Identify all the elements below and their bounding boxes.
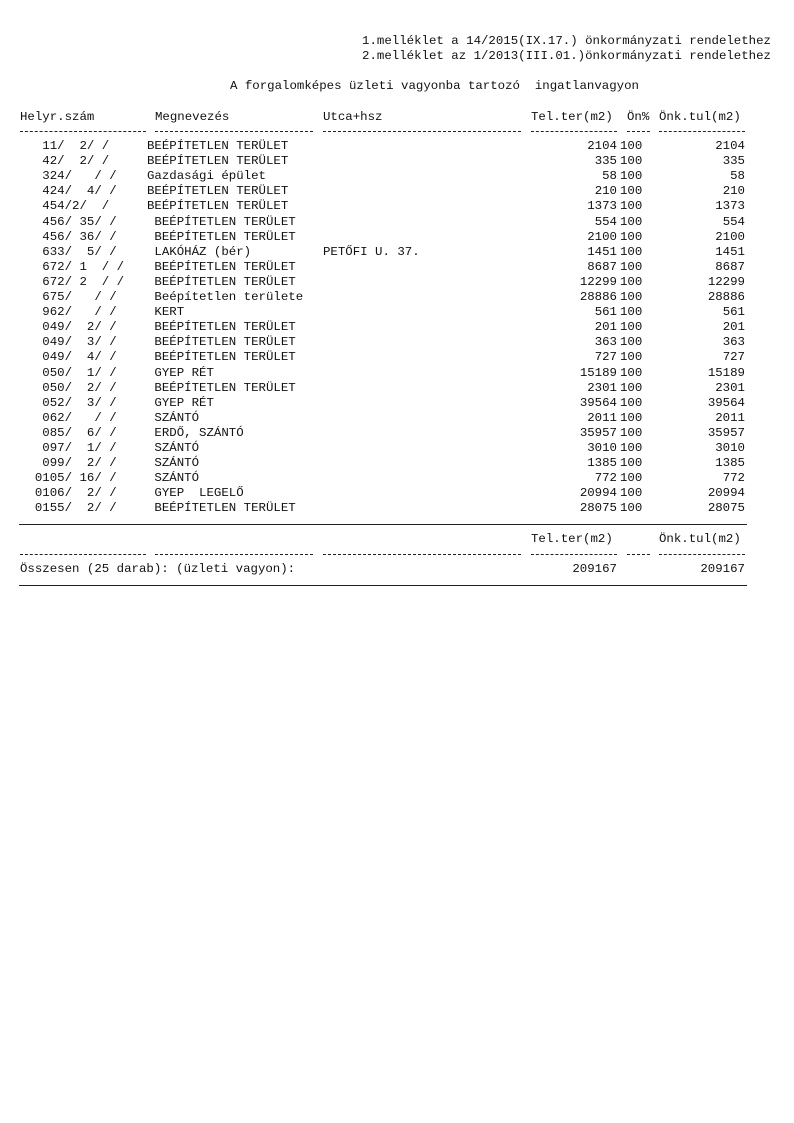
table-row bbox=[0, 290, 794, 305]
table-row bbox=[0, 230, 794, 245]
cell-hrsz: 42/ 2/ / bbox=[20, 154, 110, 169]
cell-hrsz: 672/ 2 / / bbox=[20, 274, 125, 289]
col-header-on: Ön% bbox=[627, 110, 650, 124]
table-row bbox=[0, 154, 794, 169]
dash-segment bbox=[323, 554, 521, 555]
cell-nev: BEÉPÍTETLEN TERÜLET bbox=[147, 259, 296, 274]
cell-tel: 2301 bbox=[587, 380, 617, 395]
table-row bbox=[0, 215, 794, 230]
cell-nev: KERT bbox=[147, 305, 185, 320]
table-row bbox=[0, 486, 794, 501]
cell-onk: 12299 bbox=[707, 274, 745, 289]
cell-on: 100 bbox=[620, 425, 643, 440]
cell-nev: BEÉPÍTETLEN TERÜLET bbox=[147, 274, 296, 289]
cell-nev: GYEP LEGELŐ bbox=[147, 486, 244, 501]
cell-hrsz: 099/ 2/ / bbox=[20, 456, 117, 471]
cell-onk: 1451 bbox=[715, 244, 745, 259]
cell-utca: PETŐFI U. 37. bbox=[323, 244, 420, 259]
cell-onk: 554 bbox=[722, 214, 745, 229]
table-row bbox=[0, 350, 794, 365]
cell-tel: 20994 bbox=[579, 486, 617, 501]
cell-nev: SZÁNTÓ bbox=[147, 456, 200, 471]
dash-segment bbox=[627, 554, 650, 555]
cell-on: 100 bbox=[620, 139, 643, 153]
cell-tel: 561 bbox=[594, 305, 617, 320]
table-row bbox=[0, 456, 794, 471]
cell-onk: 561 bbox=[722, 305, 745, 320]
cell-tel: 2100 bbox=[587, 229, 617, 244]
cell-onk: 20994 bbox=[707, 486, 745, 501]
table-row bbox=[0, 275, 794, 290]
table-row bbox=[0, 441, 794, 456]
cell-onk: 2301 bbox=[715, 380, 745, 395]
table-row bbox=[0, 260, 794, 275]
dash-segment bbox=[20, 554, 146, 555]
table-row bbox=[0, 396, 794, 411]
cell-tel: 727 bbox=[594, 350, 617, 365]
cell-nev: BEÉPÍTETLEN TERÜLET bbox=[147, 154, 289, 169]
cell-on: 100 bbox=[620, 380, 643, 395]
cell-on: 100 bbox=[620, 244, 643, 259]
cell-hrsz: 633/ 5/ / bbox=[20, 244, 117, 259]
cell-on: 100 bbox=[620, 274, 643, 289]
cell-hrsz: 424/ 4/ / bbox=[20, 184, 117, 199]
cell-on: 100 bbox=[620, 441, 643, 455]
cell-tel: 772 bbox=[594, 471, 617, 486]
cell-tel: 554 bbox=[594, 214, 617, 229]
cell-on: 100 bbox=[620, 501, 643, 516]
cell-nev: BEÉPÍTETLEN TERÜLET bbox=[147, 184, 289, 199]
table-row bbox=[0, 199, 794, 214]
cell-nev: BEÉPÍTETLEN TERÜLET bbox=[147, 501, 296, 516]
table-row bbox=[0, 426, 794, 441]
table-row bbox=[0, 366, 794, 381]
cell-nev: GYEP RÉT bbox=[147, 365, 214, 380]
table-row bbox=[0, 320, 794, 335]
cell-onk: 2100 bbox=[715, 229, 745, 244]
cell-onk: 8687 bbox=[715, 259, 745, 274]
cell-on: 100 bbox=[620, 259, 643, 274]
cell-hrsz: 049/ 4/ / bbox=[20, 350, 117, 365]
col-header-utca: Utca+hsz bbox=[323, 110, 383, 124]
cell-hrsz: 456/ 36/ / bbox=[20, 229, 117, 244]
cell-hrsz: 0105/ 16/ / bbox=[20, 471, 117, 486]
dash-segment bbox=[531, 131, 617, 132]
cell-tel: 363 bbox=[594, 335, 617, 350]
cell-nev: LAKÓHÁZ (bér) bbox=[147, 244, 252, 259]
cell-hrsz: 0155/ 2/ / bbox=[20, 501, 117, 516]
col-header-nev: Megnevezés bbox=[155, 110, 230, 124]
cell-onk: 58 bbox=[730, 169, 745, 184]
cell-hrsz: 672/ 1 / / bbox=[20, 259, 125, 274]
dash-segment bbox=[627, 131, 650, 132]
table-row bbox=[0, 139, 794, 154]
cell-on: 100 bbox=[620, 199, 643, 214]
table-row bbox=[0, 381, 794, 396]
cell-hrsz: 050/ 2/ / bbox=[20, 380, 117, 395]
cell-nev: SZÁNTÓ bbox=[147, 471, 200, 486]
cell-hrsz: 454/2/ / bbox=[20, 199, 110, 214]
dash-segment bbox=[323, 131, 521, 132]
cell-on: 100 bbox=[620, 410, 643, 425]
summary-header-tel: Tel.ter(m2) bbox=[531, 532, 613, 546]
cell-hrsz: 085/ 6/ / bbox=[20, 425, 117, 440]
cell-nev: Gazdasági épület bbox=[147, 169, 266, 184]
cell-onk: 35957 bbox=[707, 425, 745, 440]
cell-on: 100 bbox=[620, 169, 643, 184]
cell-on: 100 bbox=[620, 471, 643, 486]
cell-hrsz: 097/ 1/ / bbox=[20, 441, 117, 455]
cell-onk: 1373 bbox=[715, 199, 745, 214]
table-row bbox=[0, 184, 794, 199]
summary-tel-total: 209167 bbox=[572, 562, 617, 576]
cell-on: 100 bbox=[620, 290, 643, 304]
cell-hrsz: 324/ / / bbox=[20, 169, 117, 184]
cell-on: 100 bbox=[620, 335, 643, 350]
cell-onk: 2011 bbox=[715, 410, 745, 425]
cell-tel: 28075 bbox=[579, 501, 617, 516]
cell-tel: 15189 bbox=[579, 365, 617, 380]
cell-hrsz: 962/ / / bbox=[20, 305, 117, 320]
cell-onk: 28886 bbox=[707, 290, 745, 304]
cell-tel: 2104 bbox=[587, 139, 617, 153]
cell-hrsz: 049/ 3/ / bbox=[20, 335, 117, 350]
cell-hrsz: 0106/ 2/ / bbox=[20, 486, 117, 501]
col-header-onk: Önk.tul(m2) bbox=[659, 110, 741, 124]
cell-nev: BEÉPÍTETLEN TERÜLET bbox=[147, 320, 296, 335]
cell-tel: 58 bbox=[602, 169, 617, 184]
cell-tel: 1373 bbox=[587, 199, 617, 214]
cell-hrsz: 675/ / / bbox=[20, 290, 117, 304]
cell-tel: 12299 bbox=[579, 274, 617, 289]
dash-segment bbox=[20, 131, 146, 132]
cell-tel: 3010 bbox=[587, 441, 617, 455]
cell-on: 100 bbox=[620, 154, 643, 169]
dash-segment bbox=[659, 131, 745, 132]
cell-tel: 28886 bbox=[579, 290, 617, 304]
cell-onk: 335 bbox=[722, 154, 745, 169]
summary-onk-total: 209167 bbox=[700, 562, 745, 576]
table-row bbox=[0, 305, 794, 320]
table-row bbox=[0, 471, 794, 486]
cell-onk: 727 bbox=[722, 350, 745, 365]
table-row bbox=[0, 245, 794, 260]
col-header-tel: Tel.ter(m2) bbox=[531, 110, 613, 124]
cell-tel: 1385 bbox=[587, 456, 617, 471]
dash-segment bbox=[531, 554, 617, 555]
cell-nev: BEÉPÍTETLEN TERÜLET bbox=[147, 139, 289, 153]
cell-on: 100 bbox=[620, 320, 643, 335]
cell-onk: 201 bbox=[722, 320, 745, 335]
cell-hrsz: 062/ / / bbox=[20, 410, 117, 425]
dash-segment bbox=[155, 131, 313, 132]
cell-on: 100 bbox=[620, 486, 643, 501]
annex-reference-1: 1.melléklet a 14/2015(IX.17.) önkormányzati rendelethez bbox=[362, 34, 771, 48]
cell-onk: 2104 bbox=[715, 139, 745, 153]
cell-nev: BEÉPÍTETLEN TERÜLET bbox=[147, 229, 296, 244]
cell-onk: 363 bbox=[722, 335, 745, 350]
table-row bbox=[0, 501, 794, 516]
cell-onk: 28075 bbox=[707, 501, 745, 516]
cell-nev: SZÁNTÓ bbox=[147, 441, 200, 455]
table-row bbox=[0, 169, 794, 184]
cell-on: 100 bbox=[620, 395, 643, 410]
cell-nev: BEÉPÍTETLEN TERÜLET bbox=[147, 350, 296, 365]
document-title: A forgalomképes üzleti vagyonba tartozó ingatlanvagyon bbox=[230, 79, 639, 93]
cell-hrsz: 050/ 1/ / bbox=[20, 365, 117, 380]
cell-tel: 210 bbox=[594, 184, 617, 199]
cell-onk: 39564 bbox=[707, 395, 745, 410]
cell-on: 100 bbox=[620, 365, 643, 380]
cell-tel: 2011 bbox=[587, 410, 617, 425]
cell-tel: 8687 bbox=[587, 259, 617, 274]
cell-nev: BEÉPÍTETLEN TERÜLET bbox=[147, 335, 296, 350]
cell-tel: 335 bbox=[594, 154, 617, 169]
cell-on: 100 bbox=[620, 229, 643, 244]
cell-on: 100 bbox=[620, 305, 643, 320]
cell-nev: Beépítetlen területe bbox=[147, 290, 304, 304]
cell-onk: 3010 bbox=[715, 441, 745, 455]
cell-on: 100 bbox=[620, 214, 643, 229]
annex-reference-2: 2.melléklet az 1/2013(III.01.)önkormányzati rendelethez bbox=[362, 49, 771, 63]
dash-segment bbox=[155, 554, 313, 555]
cell-onk: 210 bbox=[722, 184, 745, 199]
cell-on: 100 bbox=[620, 456, 643, 471]
cell-nev: BEÉPÍTETLEN TERÜLET bbox=[147, 380, 296, 395]
cell-hrsz: 11/ 2/ / bbox=[20, 139, 110, 153]
cell-tel: 35957 bbox=[579, 425, 617, 440]
cell-hrsz: 049/ 2/ / bbox=[20, 320, 117, 335]
cell-nev: BEÉPÍTETLEN TERÜLET bbox=[147, 214, 296, 229]
dash-segment bbox=[659, 554, 745, 555]
cell-hrsz: 052/ 3/ / bbox=[20, 395, 117, 410]
summary-label: Összesen (25 darab): (üzleti vagyon): bbox=[20, 562, 296, 576]
cell-onk: 15189 bbox=[707, 365, 745, 380]
cell-tel: 39564 bbox=[579, 395, 617, 410]
summary-header-onk: Önk.tul(m2) bbox=[659, 532, 741, 546]
cell-nev: ERDŐ, SZÁNTÓ bbox=[147, 425, 244, 440]
cell-on: 100 bbox=[620, 184, 643, 199]
summary-divider-top bbox=[19, 524, 747, 525]
cell-tel: 201 bbox=[594, 320, 617, 335]
cell-hrsz: 456/ 35/ / bbox=[20, 214, 117, 229]
col-header-hrsz: Helyr.szám bbox=[20, 110, 95, 124]
summary-divider-bottom bbox=[19, 585, 747, 586]
cell-onk: 1385 bbox=[715, 456, 745, 471]
cell-onk: 772 bbox=[722, 471, 745, 486]
cell-nev: GYEP RÉT bbox=[147, 395, 214, 410]
table-row bbox=[0, 411, 794, 426]
cell-tel: 1451 bbox=[587, 244, 617, 259]
cell-on: 100 bbox=[620, 350, 643, 365]
cell-nev: BEÉPÍTETLEN TERÜLET bbox=[147, 199, 289, 214]
table-row bbox=[0, 335, 794, 350]
cell-nev: SZÁNTÓ bbox=[147, 410, 200, 425]
